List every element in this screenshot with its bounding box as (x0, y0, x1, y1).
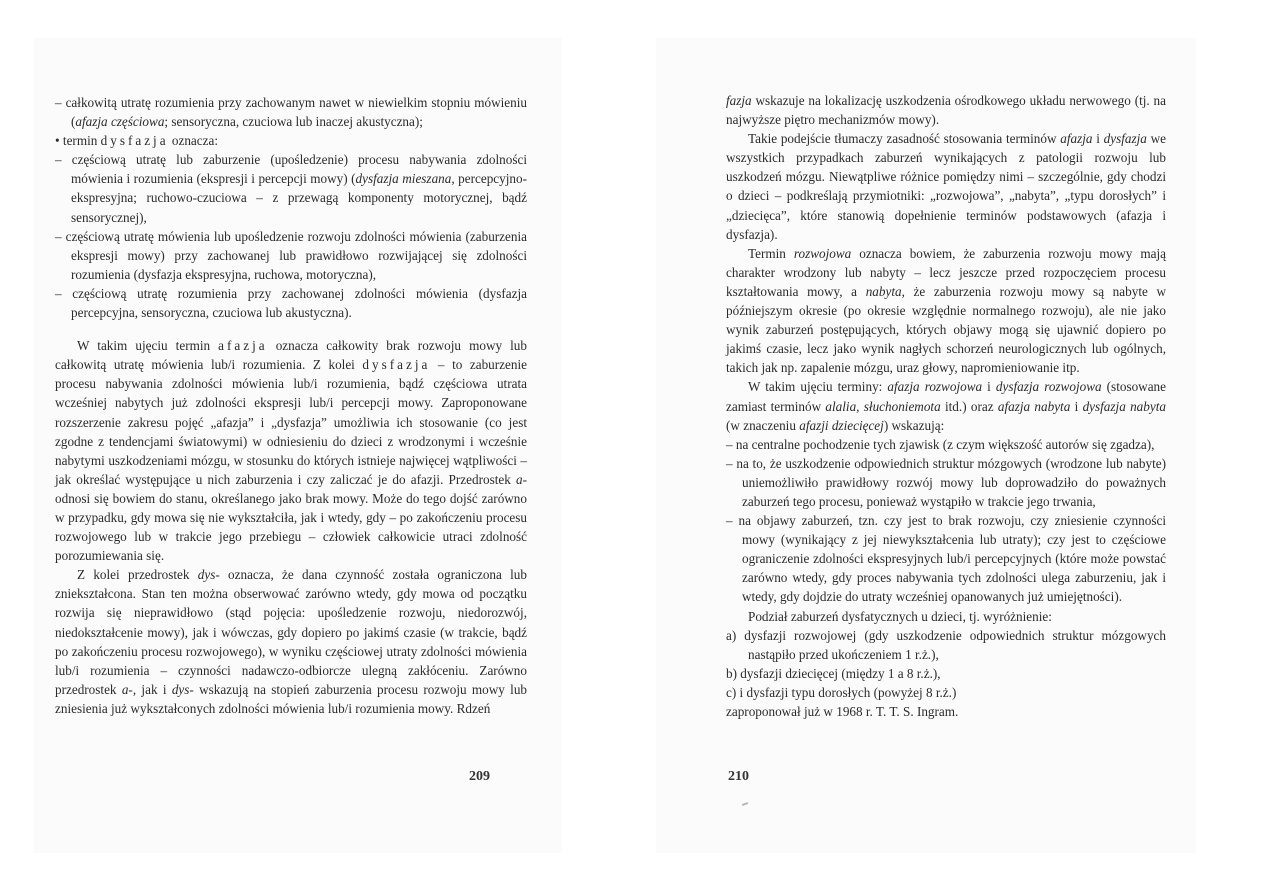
text-run: (w znaczeniu (726, 417, 800, 433)
text-run: – na to, że uszkodzenie odpowiednich struktur mózgowych (wrodzone lub nabyte) uniemożliwiło prawidłowy rozwój mowy lub doprowadziło do poważnych zaburzeń tego procesu, ponieważ wystąpiło w trakcie jego trwania, (726, 455, 1166, 509)
italic-term: nabyta (865, 283, 902, 299)
italic-term: dys- (171, 681, 194, 697)
text-run: – częściową utratę rozumienia przy zachowanej zdolności mówienia (dysfazja percepcyjna, sensoryczna, czuciowa lub akustyczna). (55, 285, 527, 321)
right-book-page (656, 38, 1196, 853)
text-run: itd.) oraz (940, 398, 998, 414)
left-paragraph-7 (55, 336, 527, 565)
text-run: oznacza bowiem, że zaburzenia rozwoju mowy mają charakter wrodzony lub nabyty – lecz jeszcze przed rozpoczęciem procesu kształtowania mowy, a (726, 245, 1166, 299)
right-paragraph-1 (726, 91, 1166, 129)
text-run: – całkowitą utratę rozumienia przy zachowanym nawet w niewielkim stopniu mówieniu ( (55, 95, 527, 130)
text-run: we wszystkich przypadkach zaburzeń wynikających z patologii rozwoju lub uszkodzeń mózgu. Niewątpliwe różnice pomiędzy nimi – szczególnie, gdy chodzi o dzieci – podkreślają przymiotniki: „rozwojowa”, „nabyta”, „typu dorosłych” i „dziecięca”, które stanowią dopełnienie terminów podstawowych (afazja i dysfazja). (726, 131, 1166, 242)
text-run: c) i dysfazji typu dorosłych (powyżej 8 r.ż.) (726, 684, 957, 700)
text-run: i (1092, 131, 1104, 147)
text-run: – to zaburzenie procesu nabywania zdolności mówienia lub/i rozumienia, bądź częściowa utrata wcześniej nabytych już zdolności ekspresji lub/i percepcji mowy. Zaproponowane rozszerzenie zakresu pojęć „afazja” i „dysfazja” umożliwia ich stosowanie (co jest zgodne z tendencjami światowymi) w odniesieniu do dzieci z wrodzonymi i wcześnie nabytymi uszkodzeniami mózgu, w stosunku do których istnieje najwięcej wątpliwości – jak określać występujące u nich zaburzenia i czy zaliczać je do afazji. Przedrostek (55, 357, 527, 487)
left-paragraph-5 (55, 284, 527, 322)
right-paragraph-2 (726, 129, 1166, 244)
text-run: W takim ujęciu termin (77, 338, 219, 354)
italic-term: rozwojowa (793, 245, 852, 261)
text-run: ; sensoryczna, czuciowa lub inaczej akustyczna); (164, 114, 423, 130)
left-page-text (55, 93, 527, 718)
paragraph-gap (55, 322, 527, 336)
text-run: (stosowane zamiast terminów (726, 379, 1166, 414)
right-paragraph-9 (726, 626, 1166, 664)
spaced-term: dysfazja (100, 133, 169, 149)
text-run: – na centralne pochodzenie tych zjawisk (z czym większość autorów się zgadza), (726, 436, 1155, 452)
page-number-right: 210 (728, 769, 749, 784)
right-paragraph-8 (726, 607, 1166, 626)
italic-term: afazja (1060, 131, 1093, 147)
right-paragraph-10 (726, 664, 1166, 683)
text-run: Podział zaburzeń dysfatycznych u dzieci, tj. wyróżnienie: (748, 608, 1052, 624)
italic-term: dysfazja nabyta (1082, 398, 1166, 414)
page-number-left: 209 (469, 769, 490, 784)
italic-term: dys- (197, 567, 220, 583)
text-run: , że zaburzenia rozwoju mowy są nabyte w późniejszym okresie (po okresie względnie normalnego rozwoju), ale nie jako wynik zaburzeń postępujących, których objawy mogą się ujawnić dopiero po jakimś czasie, lecz jako wynik nagłych schorzeń neurologicznych lub ogólnych, takich jak np. zapalenie mózgu, uraz głowy, napromieniowanie itp. (726, 283, 1166, 376)
text-run: W takim ujęciu terminy: (748, 379, 888, 395)
text-run: wskazuje na lokalizację uszkodzenia ośrodkowego układu nerwowego (tj. na najwyższe piętro mechanizmów mowy). (726, 93, 1166, 128)
text-run: wskazują na stopień zaburzenia procesu rozwoju mowy lub zniesienia już wykształconych zdolności mówienia lub/i rozumienia mowy. Rdzeń (55, 681, 528, 716)
italic-term: dysfazja mieszana (355, 171, 452, 187)
text-run: b) dysfazji dziecięcej (między 1 a 8 r.ż.), (726, 665, 941, 681)
left-paragraph-2 (55, 131, 527, 150)
text-run: • termin (55, 133, 101, 149)
left-paragraph-8 (55, 565, 527, 718)
left-book-page (34, 38, 562, 853)
italic-term: fazja (726, 93, 752, 108)
left-paragraph-3 (55, 150, 527, 226)
right-paragraph-4 (726, 377, 1166, 434)
text-run: – częściową utratę mówienia lub upośledzenie rozwoju zdolności mówienia (zaburzenia ekspresji mowy) przy zachowanej lub prawidłowo rozwijającej się zdolności rozumienia (dysfazja ekspresyjna, ruchowa, motoryczna), (55, 228, 527, 282)
italic-term: a- (516, 471, 527, 487)
spaced-term: dysfazja (362, 357, 431, 373)
italic-term: dysfazja (1103, 131, 1147, 147)
text-run: i (1070, 398, 1083, 414)
italic-term: dysfazja rozwojowa (995, 379, 1102, 395)
text-run: , percepcyjno-ekspresyjna; ruchowo-czuciowa – z przewagą komponenty motorycznej, bądź sensorycznej), (71, 171, 527, 225)
spaced-term: afazja (218, 338, 268, 354)
left-paragraph-4 (55, 227, 527, 284)
italic-term: alalia, słuchoniemota (825, 398, 941, 414)
italic-term: afazji dziecięcej (799, 417, 884, 433)
right-paragraph-6 (726, 454, 1166, 511)
text-run: – częściową utratę lub zaburzenie (upośledzenie) procesu nabywania zdolności mówienia i rozumienia (ekspresji i percepcji mowy) ( (55, 152, 527, 187)
right-paragraph-3 (726, 244, 1166, 378)
text-run: – na objawy zaburzeń, tzn. czy jest to brak rozwoju, czy zniesienie czynności mowy (wynikający z jej niewykształcenia lub utraty); czy jest to częściowe ograniczenie zdolności ekspresyjnych lub/i percepcyjnych (które może powstać zarówno wtedy, gdy proces nabywania tych zdolności ulega zaburzeniu, jak i wtedy, gdy dojdzie do utraty wcześniej opanowanych już umiejętności). (726, 513, 1166, 605)
italic-term: a- (121, 681, 133, 697)
text-run: a) dysfazji rozwojowej (gdy uszkodzenie odpowiednich struktur mózgowych nastąpiło przed ukończeniem 1 r.ż.), (726, 627, 1166, 662)
text-run: zaproponował już w 1968 r. T. T. S. Ingram. (726, 704, 959, 719)
right-page-text (726, 91, 1166, 721)
text-run: oznacza całkowity brak rozwoju mowy lub całkowitą utratę mówienia lub/i rozumienia. Z kolei (55, 338, 527, 373)
text-run: i (982, 379, 996, 395)
text-run: Termin (748, 245, 794, 261)
right-paragraph-7 (726, 511, 1166, 606)
left-paragraph-1 (55, 93, 527, 131)
italic-term: afazja rozwojowa (887, 379, 983, 395)
right-paragraph-11 (726, 683, 1166, 702)
scan-speck (742, 802, 748, 806)
text-run: ) wskazują: (883, 417, 945, 433)
right-paragraph-12 (726, 702, 1166, 721)
text-run: oznacza, że dana czynność została ograniczona lub zniekształcona. Stan ten można obserwować zarówno wtedy, gdy mowa od początku rozwija się nieprawidłowo (stąd pojęcia: upośledzenie rozwoju, niedorozwój, niedokształcenie mowy), jak i wówczas, gdy dopiero po jakimś czasie (w trakcie, bądź po zakończeniu procesu rozwojowego), w wyniku częściowej utraty zdolności mówienia lub/i rozumienia – czynności nadawczo-odbiorcze ulegną zakłóceniu. Zarówno przedrostek (55, 567, 527, 697)
right-paragraph-5 (726, 435, 1166, 454)
text-run: Takie podejście tłumaczy zasadność stosowania terminów (748, 131, 1061, 147)
text-run: Z kolei przedrostek (77, 567, 198, 583)
italic-term: afazja nabyta (997, 398, 1071, 414)
text-run: oznacza: (168, 133, 218, 149)
text-run: , jak i (132, 681, 172, 697)
italic-term: afazja częściowa (75, 114, 165, 130)
text-run: odnosi się bowiem do stanu, określanego jako brak mowy. Może do tego dojść zarówno w przypadku, gdy mowa się nie wykształciła, jak i wtedy, gdy – po zakończeniu procesu rozwojowego lub w trakcie jego przebiegu – człowiek całkowicie utraci zdolność porozumiewania się. (55, 490, 527, 564)
